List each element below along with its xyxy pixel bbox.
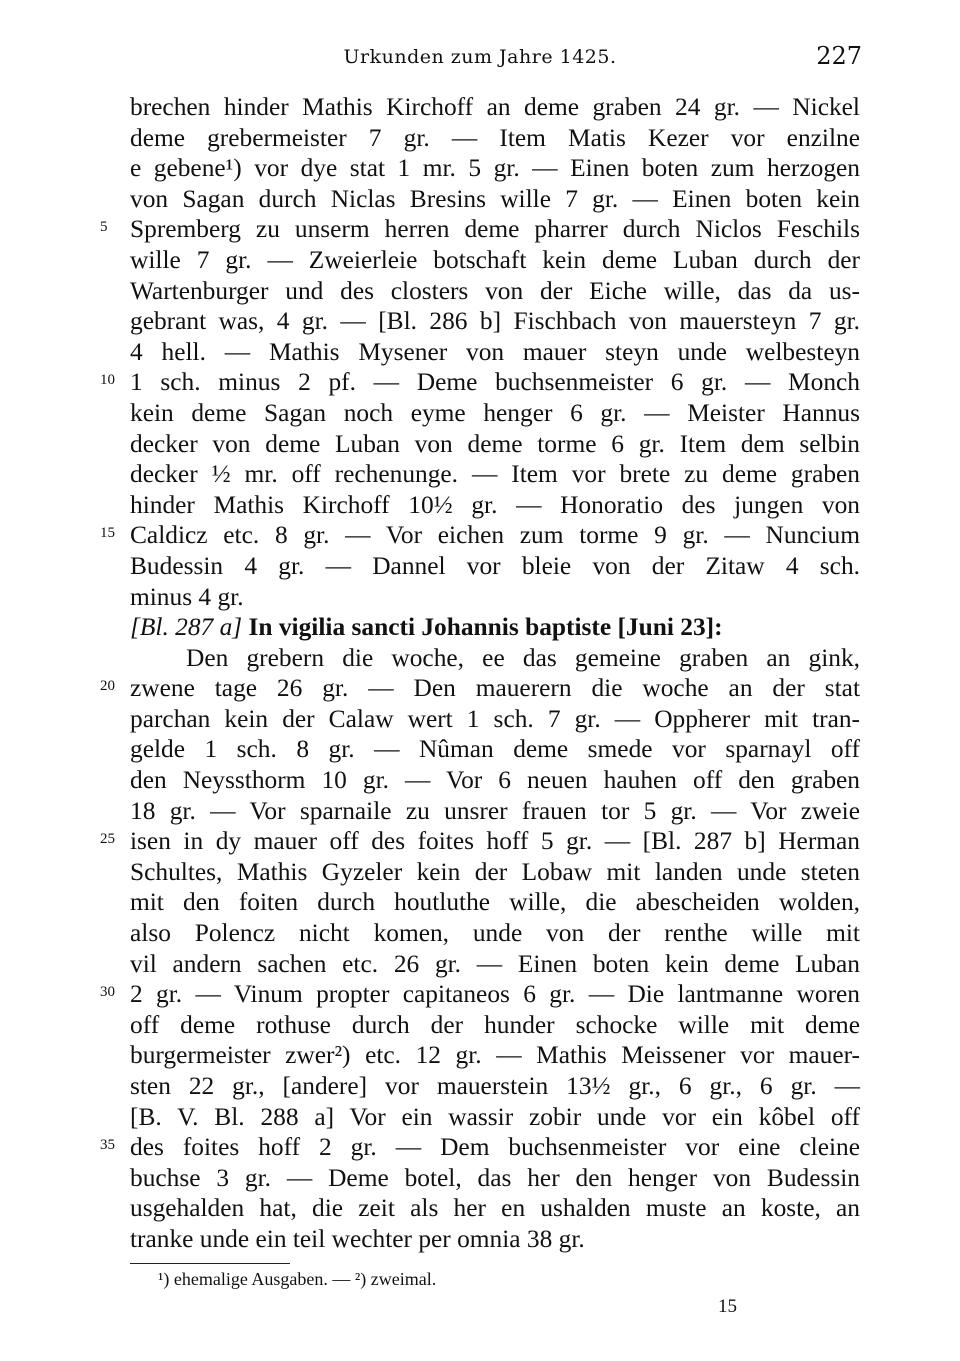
text-line (130, 765, 860, 796)
line-text: deme grebermeister 7 gr. — Item Matis Kezer vor enzilne (130, 123, 860, 152)
page-number: 227 (816, 42, 862, 70)
text-line (130, 918, 860, 949)
footnotes: ¹) ehemalige Ausgaben. — ²) zweimal. (158, 1269, 437, 1289)
text-line (130, 643, 860, 674)
line-text: Spremberg zu unserm herren deme pharrer durch Niclos Feschils (130, 215, 860, 244)
line-text: sten 22 gr., [andere] vor mauerstein 13½ gr., 6 gr., 6 gr. — (130, 1072, 860, 1100)
text-line (100, 367, 860, 398)
section-heading (130, 612, 860, 643)
text-line (130, 123, 860, 154)
line-text: gelde 1 sch. 8 gr. — Nûman deme smede vor sparnayl off (130, 735, 860, 764)
text-line (100, 1132, 860, 1163)
line-text: Caldicz etc. 8 gr. — Vor eichen zum torme 9 gr. — Nuncium (130, 521, 860, 550)
text-line (130, 306, 860, 337)
text-line (130, 551, 860, 582)
line-text: Wartenburger und des closters von der Eiche wille, das da us- (130, 276, 860, 305)
text-line (130, 582, 860, 613)
line-number: 5 (100, 219, 108, 236)
text-line (130, 1193, 860, 1224)
text-block-1 (100, 92, 860, 612)
text-line (130, 184, 860, 215)
line-text: isen in dy mauer off des foites hoff 5 gr. — [Bl. 287 b] Herman (130, 827, 860, 856)
text-line (130, 245, 860, 276)
text-line (100, 979, 860, 1010)
text-line (130, 1163, 860, 1194)
line-text: decker ½ mr. off rechenunge. — Item vor brete zu deme graben (130, 460, 860, 489)
text-line (130, 429, 860, 460)
text-line (130, 887, 860, 918)
line-number: 10 (100, 372, 115, 389)
line-number: 30 (100, 984, 115, 1001)
line-text: off deme rothuse durch der hunder schocke wille mit deme (130, 1010, 860, 1039)
text-line (130, 1010, 860, 1041)
text-line (130, 949, 860, 980)
line-text: des foites hoff 2 gr. — Dem buchsenmeister vor eine cleine (130, 1133, 860, 1162)
line-text: zwene tage 26 gr. — Den mauerern die woche an der stat (130, 674, 860, 703)
text-line (130, 1102, 860, 1133)
line-text: burgermeister zwer²) etc. 12 gr. — Mathis Meissener vor mauer- (130, 1041, 860, 1070)
line-text: wille 7 gr. — Zweierleie botschaft kein deme Luban durch der (130, 245, 860, 274)
text-line (130, 704, 860, 735)
text-line (130, 734, 860, 765)
text-block-2 (100, 643, 860, 1255)
folio-reference: [Bl. 287 a] (130, 613, 243, 642)
text-line (130, 337, 860, 368)
line-text: kein deme Sagan noch eyme henger 6 gr. — Meister Hannus (130, 398, 860, 427)
signature-mark: 15 (718, 1296, 737, 1317)
heading-text: In vigilia sancti Johannis baptiste [Juni 23]: (248, 613, 723, 642)
text-line (100, 826, 860, 857)
text-line (130, 1224, 860, 1255)
line-number: 15 (100, 525, 115, 542)
text-line (130, 1040, 860, 1071)
line-text: 4 hell. — Mathis Mysener von mauer steyn unde welbesteyn (130, 337, 860, 366)
line-number: 25 (100, 831, 115, 848)
line-text: 2 gr. — Vinum propter capitaneos 6 gr. — Die lantmanne woren (130, 980, 860, 1009)
line-text: Budessin 4 gr. — Dannel vor bleie von der Zitaw 4 sch. (130, 551, 860, 580)
line-text: Schultes, Mathis Gyzeler kein der Lobaw mit landen unde steten (130, 857, 860, 886)
line-text: usgehalden hat, die zeit als her en ushalden muste an koste, an (130, 1194, 860, 1223)
text-line (100, 673, 860, 704)
line-text: also Polencz nicht komen, unde von der renthe wille mit (130, 919, 860, 948)
text-line (130, 153, 860, 184)
line-text: decker von deme Luban von deme torme 6 gr. Item dem selbin (130, 429, 860, 458)
line-text: parchan kein der Calaw wert 1 sch. 7 gr. — Oppherer mit tran- (130, 704, 860, 733)
text-line (100, 214, 860, 245)
line-text: mit den foiten durch houtluthe wille, die abescheiden wolden, (130, 888, 860, 917)
line-text: brechen hinder Mathis Kirchoff an deme graben 24 gr. — Nickel (130, 93, 860, 121)
body-text (100, 92, 860, 1255)
footnote-rule (130, 1263, 290, 1264)
line-number: 35 (100, 1137, 115, 1154)
line-text: vil andern sachen etc. 26 gr. — Einen boten kein deme Luban (130, 949, 860, 978)
text-line (130, 796, 860, 827)
text-line (130, 490, 860, 521)
text-line (130, 398, 860, 429)
line-text: [B. V. Bl. 288 a] Vor ein wassir zobir unde vor ein kôbel off (130, 1102, 860, 1131)
line-text: hinder Mathis Kirchoff 10½ gr. — Honoratio des jungen von (130, 490, 860, 519)
line-text: 1 sch. minus 2 pf. — Deme buchsenmeister 6 gr. — Monch (130, 368, 860, 397)
line-text: 18 gr. — Vor sparnaile zu unsrer frauen tor 5 gr. — Vor zweie (130, 796, 860, 825)
text-line (130, 276, 860, 307)
line-text: minus 4 gr. (130, 582, 244, 611)
line-text: e gebene¹) vor dye stat 1 mr. 5 gr. — Einen boten zum herzogen (130, 154, 860, 183)
line-text: Den grebern die woche, ee das gemeine graben an gink, (186, 643, 860, 672)
line-text: buchse 3 gr. — Deme botel, das her den henger von Budessin (130, 1163, 860, 1192)
text-line (130, 92, 860, 123)
text-line (130, 857, 860, 888)
line-text: von Sagan durch Niclas Bresins wille 7 gr. — Einen boten kein (130, 184, 860, 213)
text-line (130, 1071, 860, 1102)
line-text: den Neyssthorm 10 gr. — Vor 6 neuen hauhen off den graben (130, 766, 860, 795)
running-header: Urkunden zum Jahre 1425. (343, 46, 617, 68)
text-line (100, 520, 860, 551)
text-line (130, 459, 860, 490)
line-number: 20 (100, 678, 115, 695)
line-text: tranke unde ein teil wechter per omnia 38 gr. (130, 1224, 585, 1253)
line-text: gebrant was, 4 gr. — [Bl. 286 b] Fischbach von mauersteyn 7 gr. (130, 307, 860, 336)
